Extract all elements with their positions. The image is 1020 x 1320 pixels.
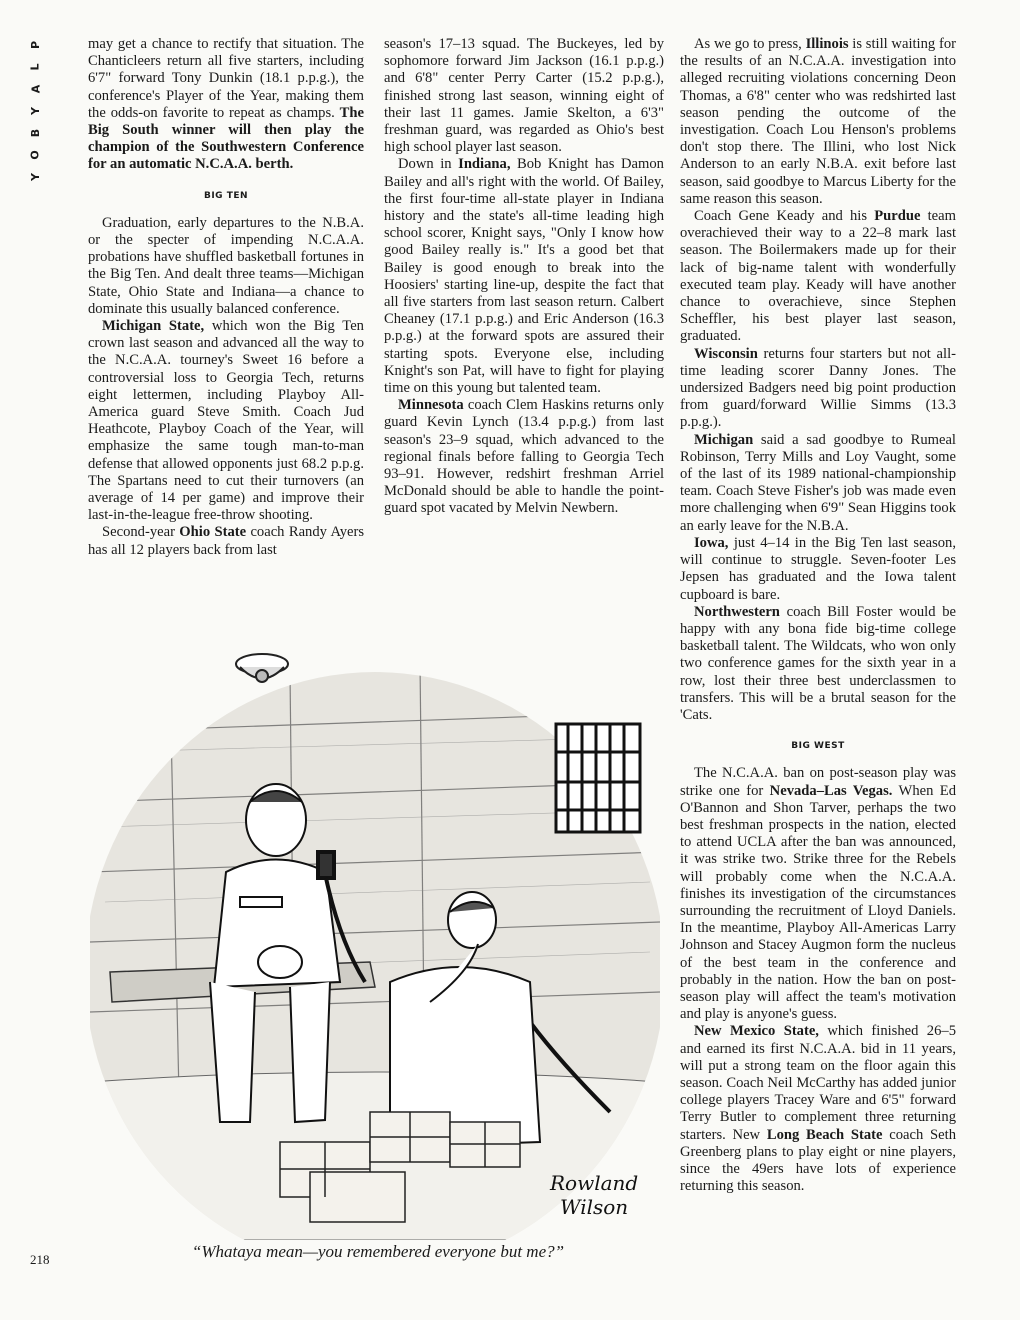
body-paragraph: Iowa, just 4–14 in the Big Ten last season, will continue to struggle. Seven-footer Les Jepsen has graduated and the Iowa talent cupboard is bare. [680,534,956,603]
magazine-masthead [24,34,48,188]
masthead-letter: Y [29,173,42,181]
page-number: 218 [30,1252,50,1267]
body-paragraph: season's 17–13 squad. The Buckeyes, led by sophomore forward Jim Jackson (16.1 p.p.g.) and 6'8" center Perry Carter (15.2 p.p.g.), finished strong last season, winning eight of their last 11 games. Jamie Skelton, a 6'3" freshman guard, was regarded as Ohio's best high school player last season. [384,36,664,156]
body-paragraph: may get a chance to rectify that situation. The Chanticleers return all five starters, including 6'7" forward Tony Dunkin (18.1 p.p.g.), the conference's Player of the Year, making them the odds-on favorite to repeat as champs. The Big South winner will then play the champion of the Southwestern Conference for an automatic N.C.A.A. berth. [88,36,364,173]
body-paragraph: As we go to press, Illinois is still waiting for the results of an N.C.A.A. investigation into alleged recruiting violations concerning Deon Thomas, a 6'8" center who was redshirted last season pending the outcome of the investigation. Coach Lou Henson's problems don't stop there. The Illini, who lost Nick Anderson to an early N.B.A. exit before last season, said goodbye to Marcus Liberty for the same reason this season. [680,36,956,207]
body-paragraph: Northwestern coach Bill Foster would be happy with any bona fide big-time college basketball talent. The Wildcats, who won only two conference games for the sixth year in a row, lost their three best underclassmen to transfers. This will be a brutal season for the 'Cats. [680,603,956,723]
masthead-letter: L [28,63,42,71]
text-column-1 [88,36,364,559]
barred-window [556,724,640,832]
masthead-letter: A [28,84,42,94]
masthead-letter: B [28,128,42,138]
text-column-3 [680,36,956,1195]
cartoon-illustration [90,642,660,1240]
cartoon-signature-line1: Rowland [550,1171,639,1195]
section-heading: BIG WEST [791,741,845,752]
section-heading: BIG TEN [203,190,249,201]
masthead-letter: O [28,150,42,160]
body-paragraph: Graduation, early departures to the N.B.A. or the specter of impending N.C.A.A. probations have shuffled basketball fortunes in the Big Ten. And dealt three teams—Michigan State, Ohio State and Indiana—a chance to dominate this usually balanced conference. [88,214,364,317]
body-paragraph: Michigan said a sad goodbye to Rumeal Robinson, Terry Mills and Loy Vaught, some of the last of its 1989 national-championship team. Coach Steve Fisher's job was made even more challenging when 6'9" Sean Higgins took an early leave for the N.B.A. [680,431,956,534]
body-paragraph: New Mexico State, which finished 26–5 and earned its first N.C.A.A. bid in 11 years, will put a strong team on the floor again this season. Coach Neil McCarthy has added junior college players Tracey Ware and 6'5" forward Terry Butler to complement three returning starters. New Long Beach State coach Seth Greenberg plans to play eight or nine players, since the 49ers have lots of experience returning this season. [680,1023,956,1195]
text-column-2 [384,36,664,518]
body-paragraph: Wisconsin returns four starters but not all-time leading scorer Danny Jones. The undersized Badgers need big point production from guard/forward Willie Simms (13.3 p.p.g.). [680,345,956,431]
body-paragraph: Down in Indiana, Bob Knight has Damon Bailey and all's right with the world. Of Bailey, the first four-time all-state player in Indiana history and the state's all-time leading high school scorer, Knight says, "Only I know how good Bailey really is." It's a good bet that Bailey is good enough to break into the Hoosiers' starting line-up, despite the fact that all five starters from last season return. Calbert Cheaney (17.1 p.p.g.) and Eric Anderson (16.3 p.p.g.) at the forward spots are assured their starting spots. Everyone else, including Knight's son Pat, will have to fight for playing time on this young but talented team. [384,156,664,397]
body-paragraph: The N.C.A.A. ban on post-season play was strike one for Nevada–Las Vegas. When Ed O'Bannon and Shon Tarver, perhaps the two best freshman prospects in the nation, elected to attend UCLA after the ban was announced, it was strike two. Strike three for the Rebels will probably come when the N.C.A.A. finishes its investigation of the circumstances surrounding the recruitment of Lloyd Daniels. In the meantime, Playboy All-Americas Larry Johnson and Stacey Augmon form the nucleus of the best team in the conference and probably in the nation. How the ban on post-season play will affect the team's motivation and play is anyone's guess. [680,765,956,1023]
masthead-letter: P [29,40,42,50]
body-paragraph: Michigan State, which won the Big Ten crown last season and advanced all the way to the N.C.A.A. tourney's Sweet 16 before a controversial loss to Georgia Tech, returns eight lettermen, including Playboy All-America guard Steve Smith. Coach Jud Heathcote, Playboy Coach of the Year, will emphasize the same tough man-to-man defense that allowed opponents just 68.2 p.p.g. The Spartans need to cut their turnovers (an average of 14 per game) and improve their last-in-the-league free-throw shooting. [88,318,364,524]
cartoon-caption: “Whataya mean—you remembered everyone but me?” [191,1242,565,1261]
body-paragraph: Second-year Ohio State coach Randy Ayers has all 12 players back from last [88,524,365,558]
body-paragraph: Minnesota coach Clem Haskins returns only guard Kevin Lynch (13.4 p.p.g.) from last season's 23–9 squad, which advanced to the regional finals before falling to Georgia Tech 93–91. However, redshirt freshman Arriel McDonald should be able to handle the point-guard spot vacated by Melvin Newbern. [384,397,664,517]
masthead-letter: Y [29,107,42,115]
ceiling-lamp [236,654,288,682]
cartoon-signature-line2: Wilson [560,1195,629,1219]
body-paragraph: Coach Gene Keady and his Purdue team overachieved their way to a 22–8 mark last season. The Boilermakers made up for their lack of big-name talent with wonderfully executed team play. Keady will have another chance to overachieve, since Stephen Scheffler, his best player last season, graduated. [680,208,956,345]
